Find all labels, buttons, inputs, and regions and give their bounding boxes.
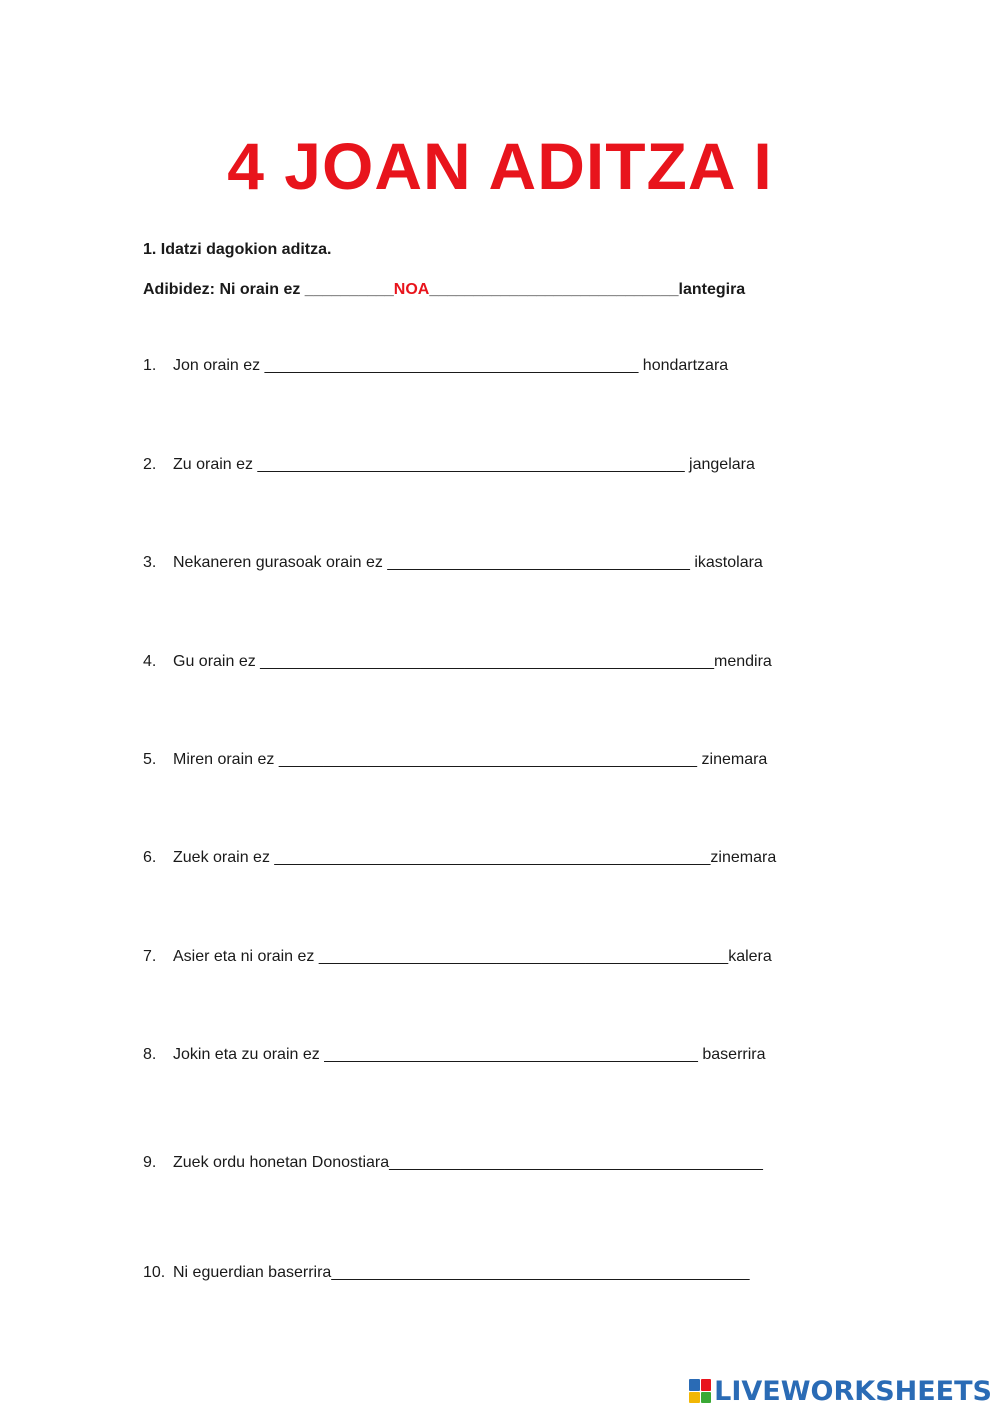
item-lead: Miren orain ez: [173, 751, 279, 768]
item-lead: Gu orain ez: [173, 653, 261, 670]
item-tail: ikastolara: [689, 554, 763, 571]
logo-text: LIVEWORKSHEETS: [714, 1375, 992, 1407]
answer-blank[interactable]: _______________________________________________: [278, 751, 698, 768]
item-number: 5.: [143, 751, 157, 768]
item-number: 1.: [143, 357, 157, 374]
item-number: 2.: [143, 456, 157, 473]
exercise-item-10: [143, 1264, 750, 1282]
item-number: 8.: [143, 1046, 157, 1063]
item-number: 3.: [143, 554, 157, 571]
exercise-item-8: [143, 1046, 766, 1064]
example-suffix: lantegira: [678, 281, 746, 298]
item-number: 4.: [143, 653, 157, 670]
exercise-item-2: [143, 456, 755, 474]
item-number: 9.: [143, 1154, 157, 1171]
item-lead: Jon orain ez: [173, 357, 265, 374]
item-tail: jangelara: [684, 456, 755, 473]
answer-blank[interactable]: __________________________________________: [389, 1154, 763, 1171]
example-answer: NOA: [393, 281, 430, 298]
exercise-item-5: [143, 751, 767, 769]
item-tail: baserrira: [697, 1046, 766, 1063]
logo-mark-cell: [689, 1379, 700, 1391]
exercise-item-6: [143, 849, 776, 867]
item-lead: Asier eta ni orain ez: [173, 948, 319, 965]
item-number: 6.: [143, 849, 157, 866]
exercise-item-7: [143, 948, 772, 966]
answer-blank[interactable]: _________________________________________________: [274, 849, 711, 866]
answer-blank[interactable]: __________________________________________: [324, 1046, 698, 1063]
item-lead: Ni eguerdian baserrira: [173, 1264, 332, 1281]
exercise-item-3: [143, 554, 763, 572]
logo-mark-cell: [701, 1379, 712, 1391]
item-tail: zinemara: [697, 751, 768, 768]
example-blank-before: __________: [304, 281, 394, 298]
answer-blank[interactable]: ___________________________________________________: [260, 653, 714, 670]
example-blank-after: ____________________________: [429, 281, 679, 298]
item-lead: Jokin eta zu orain ez: [173, 1046, 325, 1063]
answer-blank[interactable]: __________________________________________: [264, 357, 639, 374]
logo-mark-cell: [701, 1392, 712, 1404]
answer-blank[interactable]: ______________________________________________: [318, 948, 729, 965]
example-line: [143, 281, 745, 299]
item-lead: Zuek orain ez: [173, 849, 275, 866]
page-title: 4 JOAN ADITZA I: [227, 129, 773, 203]
exercise-item-9: [143, 1154, 763, 1172]
answer-blank[interactable]: ________________________________________________: [257, 456, 685, 473]
logo-mark-cell: [689, 1392, 700, 1404]
exercise-item-4: [143, 653, 772, 671]
instruction-text: 1. Idatzi dagokion aditza.: [143, 241, 332, 258]
example-prefix: Adibidez: Ni orain ez: [143, 281, 305, 298]
item-number: 10.: [143, 1264, 166, 1281]
item-lead: Nekaneren gurasoak orain ez: [173, 554, 388, 571]
item-tail: mendira: [713, 653, 772, 670]
answer-blank[interactable]: _______________________________________________: [331, 1264, 750, 1281]
item-tail: kalera: [728, 948, 772, 965]
logo-mark-icon: [689, 1379, 711, 1403]
item-tail: zinemara: [710, 849, 777, 866]
item-tail: hondartzara: [638, 357, 729, 374]
exercise-item-1: [143, 357, 728, 375]
answer-blank[interactable]: __________________________________: [387, 554, 690, 571]
item-lead: Zu orain ez: [173, 456, 258, 473]
item-lead: Zuek ordu honetan Donostiara: [173, 1154, 390, 1171]
item-number: 7.: [143, 948, 157, 965]
liveworksheets-logo: [689, 1377, 992, 1405]
